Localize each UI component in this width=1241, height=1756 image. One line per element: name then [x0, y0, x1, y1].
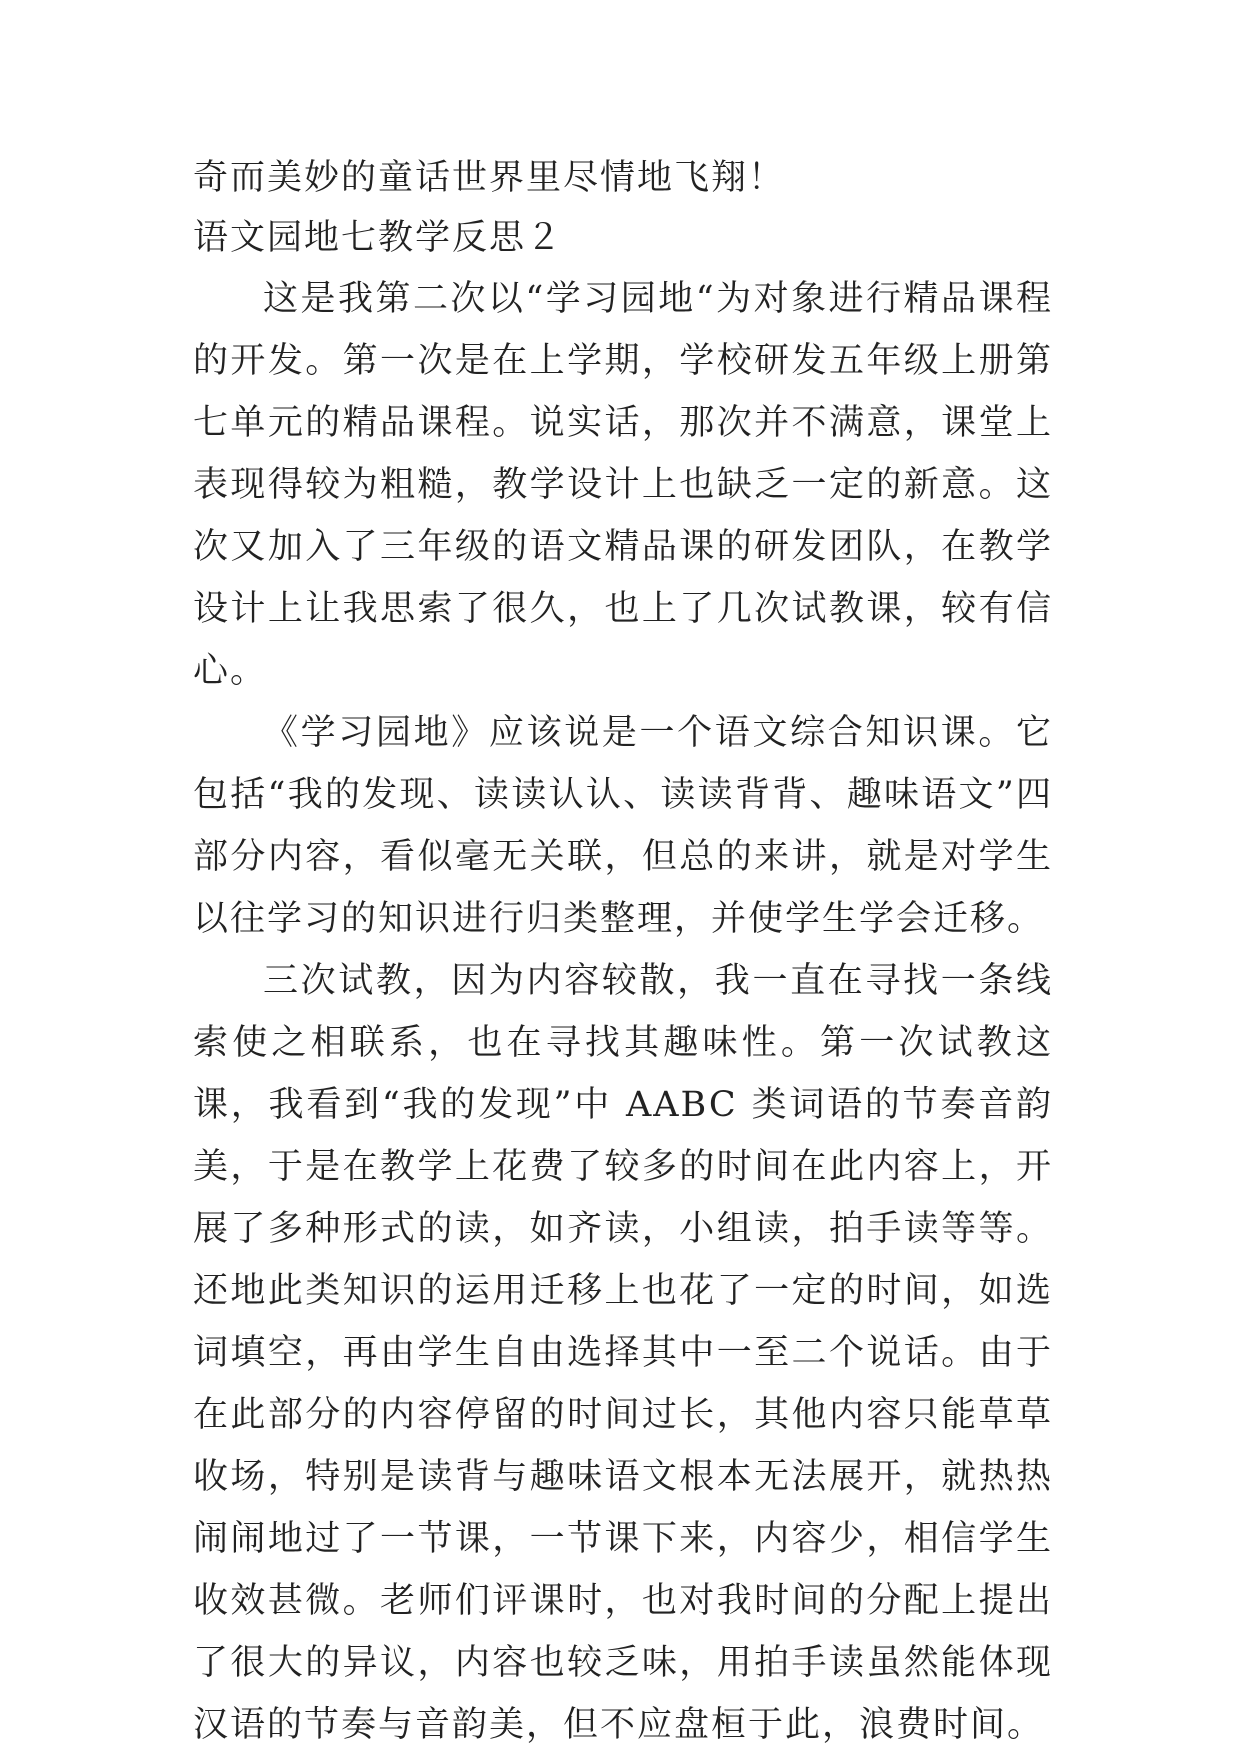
document-page: [193, 148, 1053, 1756]
paragraph-3: 三次试教，因为内容较散，我一直在寻找一条线索使之相联系，也在寻找其趣味性。第一次试教这课，我看到“我的发现”中 AABC 类词语的节奏音韵美，于是在教学上花费了较多的时间在此内容上，开展了多种形式的读，如齐读，小组读，拍手读等等。还地此类知识的运用迁移上也花了一定的时间，如选词填空，再由学生自由选择其中一至二个说话。由于在此部分的内容停留的时间过长，其他内容只能草草收场，特别是读背与趣味语文根本无法展开，就热热闹闹地过了一节课，一节课下来，内容少，相信学生收效甚微。老师们评课时，也对我时间的分配上提出了很大的异议，内容也较乏味，用拍手读虽然能体现汉语的节奏与音韵美，但不应盘桓于此，浪费时间。: [193, 961, 1053, 1745]
paragraph-2: 《学习园地》应该说是一个语文综合知识课。它包括“我的发现、读读认认、读读背背、趣味语文”四部分内容，看似毫无关联，但总的来讲，就是对学生以往学习的知识进行归类整理，并使学生学会迁移。: [193, 713, 1053, 939]
continued-line: 奇而美妙的童话世界里尽情地飞翔！: [193, 158, 786, 198]
section-heading: 语文园地七教学反思２: [193, 218, 564, 258]
paragraph-1: 这是我第二次以“学习园地“为对象进行精品课程的开发。第一次是在上学期，学校研发五年级上册第七单元的精品课程。说实话，那次并不满意，课堂上表现得较为粗糙，教学设计上也缺乏一定的新意。这次又加入了三年级的语文精品课的研发团队，在教学设计上让我思索了很久，也上了几次试教课，较有信心。: [193, 279, 1053, 691]
